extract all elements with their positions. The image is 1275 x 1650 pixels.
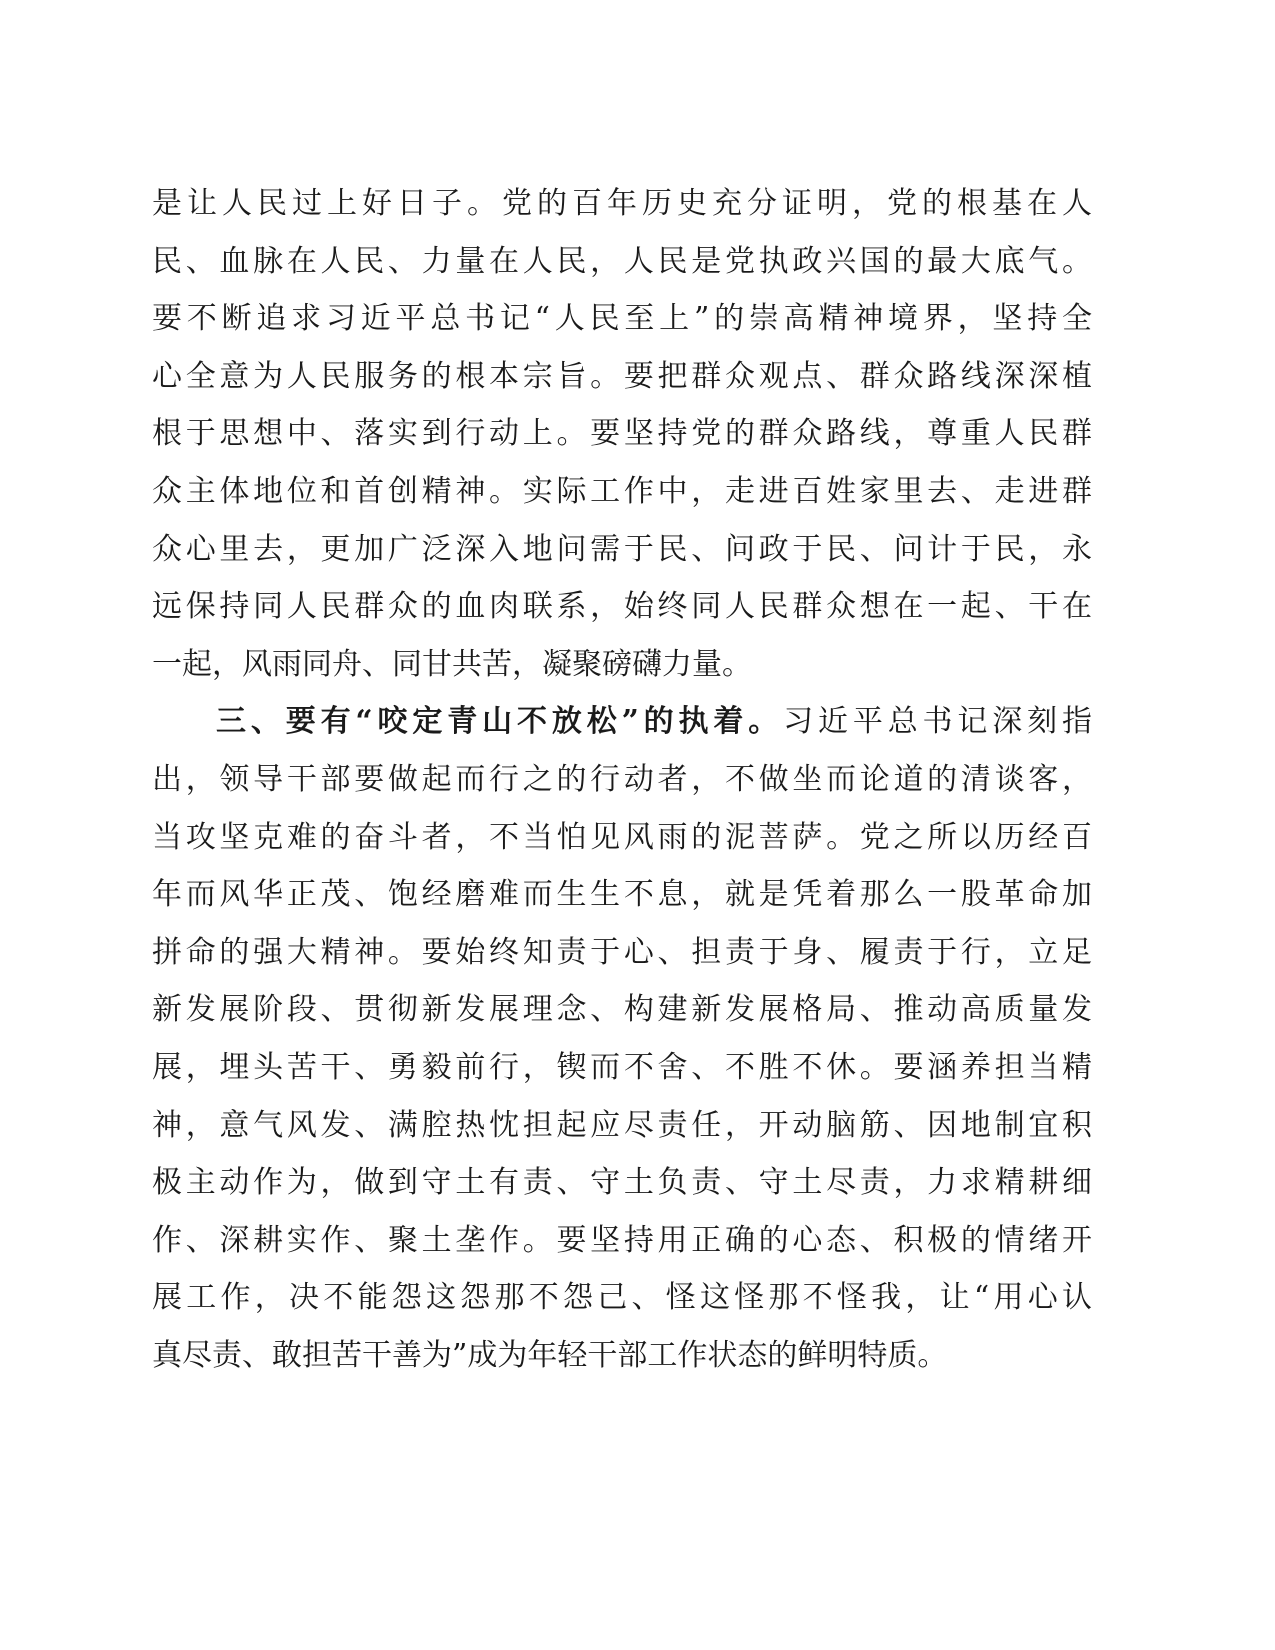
paragraph-1-line: 众心里去，更加广泛深入地问需于民、问政于民、问计于民，永 (152, 531, 1092, 567)
paragraph-2-line: 年而风华正茂、饱经磨难而生生不息，就是凭着那么一股革命加 (152, 877, 1092, 913)
paragraph-2-line: 出，领导干部要做起而行之的行动者，不做坐而论道的清谈客， (152, 761, 1092, 797)
paragraph-2-line: 作、深耕实作、聚土垄作。要坚持用正确的心态、积极的情绪开 (152, 1222, 1092, 1258)
paragraph-1-line: 一起，风雨同舟、同甘共苦，凝聚磅礴力量。 (152, 646, 752, 682)
paragraph-1-line: 根于思想中、落实到行动上。要坚持党的群众路线，尊重人民群 (152, 416, 1092, 452)
paragraph-1-line: 众主体地位和首创精神。实际工作中，走进百姓家里去、走进群 (152, 473, 1092, 509)
paragraph-1-line: 要不断追求习近平总书记“人民至上”的崇高精神境界，坚持全 (152, 301, 1092, 337)
paragraph-1-line: 心全意为人民服务的根本宗旨。要把群众观点、群众路线深深植 (152, 358, 1092, 394)
paragraph-2-line: 拼命的强大精神。要始终知责于心、担责于身、履责于行，立足 (152, 934, 1092, 970)
paragraph-2-line: 神，意气风发、满腔热忱担起应尽责任，开动脑筋、因地制宜积 (152, 1107, 1092, 1143)
paragraph-2-first-line (152, 693, 1092, 751)
section-first-line-text: 习近平总书记深刻指 (783, 704, 1092, 740)
paragraph-1-line: 是让人民过上好日子。党的百年历史充分证明，党的根基在人 (152, 186, 1092, 221)
paragraph-2-line: 新发展阶段、贯彻新发展理念、构建新发展格局、推动高质量发 (152, 992, 1092, 1028)
paragraph-2-line: 展工作，决不能怨这怨那不怨己、怪这怪那不怪我，让“用心认 (152, 1280, 1092, 1316)
paragraph-2-line: 真尽责、敢担苦干善为”成为年轻干部工作状态的鲜明特质。 (152, 1337, 948, 1373)
paragraph-2-line: 当攻坚克难的奋斗者，不当怕见风雨的泥菩萨。党之所以历经百 (152, 819, 1092, 855)
paragraph-1-line: 民、血脉在人民、力量在人民，人民是党执政兴国的最大底气。 (152, 243, 1092, 279)
paragraph-2-line: 展，埋头苦干、勇毅前行，锲而不舍、不胜不休。要涵养担当精 (152, 1049, 1092, 1085)
body-text (152, 175, 1092, 1384)
paragraph-1-line: 远保持同人民群众的血肉联系，始终同人民群众想在一起、干在 (152, 589, 1092, 625)
paragraph-2-line: 极主动作为，做到守土有责、守土负责、守土尽责，力求精耕细 (152, 1165, 1092, 1201)
section-heading: 三、要有“咬定青山不放松”的执着。 (216, 704, 784, 740)
